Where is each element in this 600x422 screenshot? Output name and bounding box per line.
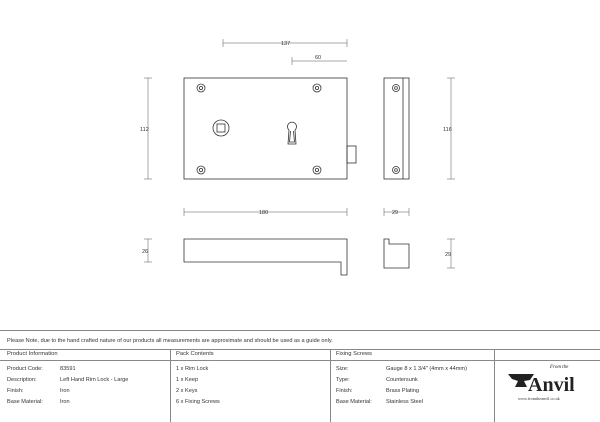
product-code-value: 83591 [60,366,76,372]
description-value: Left Hand Rim Lock - Large [60,377,129,383]
from-the-anvil-logo [500,360,590,410]
divider-info [0,349,600,350]
dim-body-width: 180 [259,210,269,216]
finish-label: Finish: [7,388,24,394]
dim-plan-left: 26 [142,249,149,255]
disclaimer-note: Please Note, due to the hand crafted nature of our products all measurements are approximate and should be used as a guide only. [7,338,333,344]
bolt [347,146,356,163]
screw-type-label: Type: [336,377,350,383]
pack-item: 1 x Keep [176,377,199,383]
product-info-title: Product Information [7,351,58,357]
screw-size-value: Gauge 8 x 1 3/4" (4mm x 44mm) [386,366,467,372]
base-material-label: Base Material: [7,399,43,405]
dim-keyhole-offset: 60 [315,55,322,61]
pack-contents-title: Pack Contents [176,351,214,357]
dim-side-height: 116 [443,127,452,133]
dim-side-depth: 29 [392,210,399,216]
screw-material-label: Base Material: [336,399,372,405]
column-divider [330,349,331,422]
dim-overall-width: 137 [281,41,291,47]
dim-plan-right: 29 [445,252,452,258]
screw-size-label: Size: [336,366,349,372]
product-code-label: Product Code: [7,366,43,372]
pack-item: 1 x Rim Lock [176,366,209,372]
column-divider [494,349,495,422]
lock-side-view [384,78,409,179]
spindle-circle [213,120,229,136]
lock-plan-view [184,239,347,275]
column-divider [170,349,171,422]
lock-end-view [384,239,409,268]
screw-finish-label: Finish: [336,388,353,394]
dim-height: 112 [140,127,149,133]
divider-top [0,330,600,331]
screw-type-value: Countersunk [386,377,418,383]
base-material-value: Iron [60,399,70,405]
screw-holes [197,84,321,174]
keyhole [288,122,297,144]
screw-finish-value: Brass Plating [386,388,419,394]
svg-text:Anvil: Anvil [528,374,575,396]
lock-body-front [184,78,347,179]
fixing-screws-title: Fixing Screws [336,351,373,357]
pack-item: 2 x Keys [176,388,198,394]
spindle-square [217,124,225,132]
svg-text:From the: From the [550,365,569,370]
finish-value: Iron [60,388,70,394]
screw-material-value: Stainless Steel [386,399,424,405]
description-label: Description: [7,377,37,383]
svg-text:www.fromtheanvil.co.uk: www.fromtheanvil.co.uk [518,396,560,401]
pack-item: 6 x Fixing Screws [176,399,220,405]
